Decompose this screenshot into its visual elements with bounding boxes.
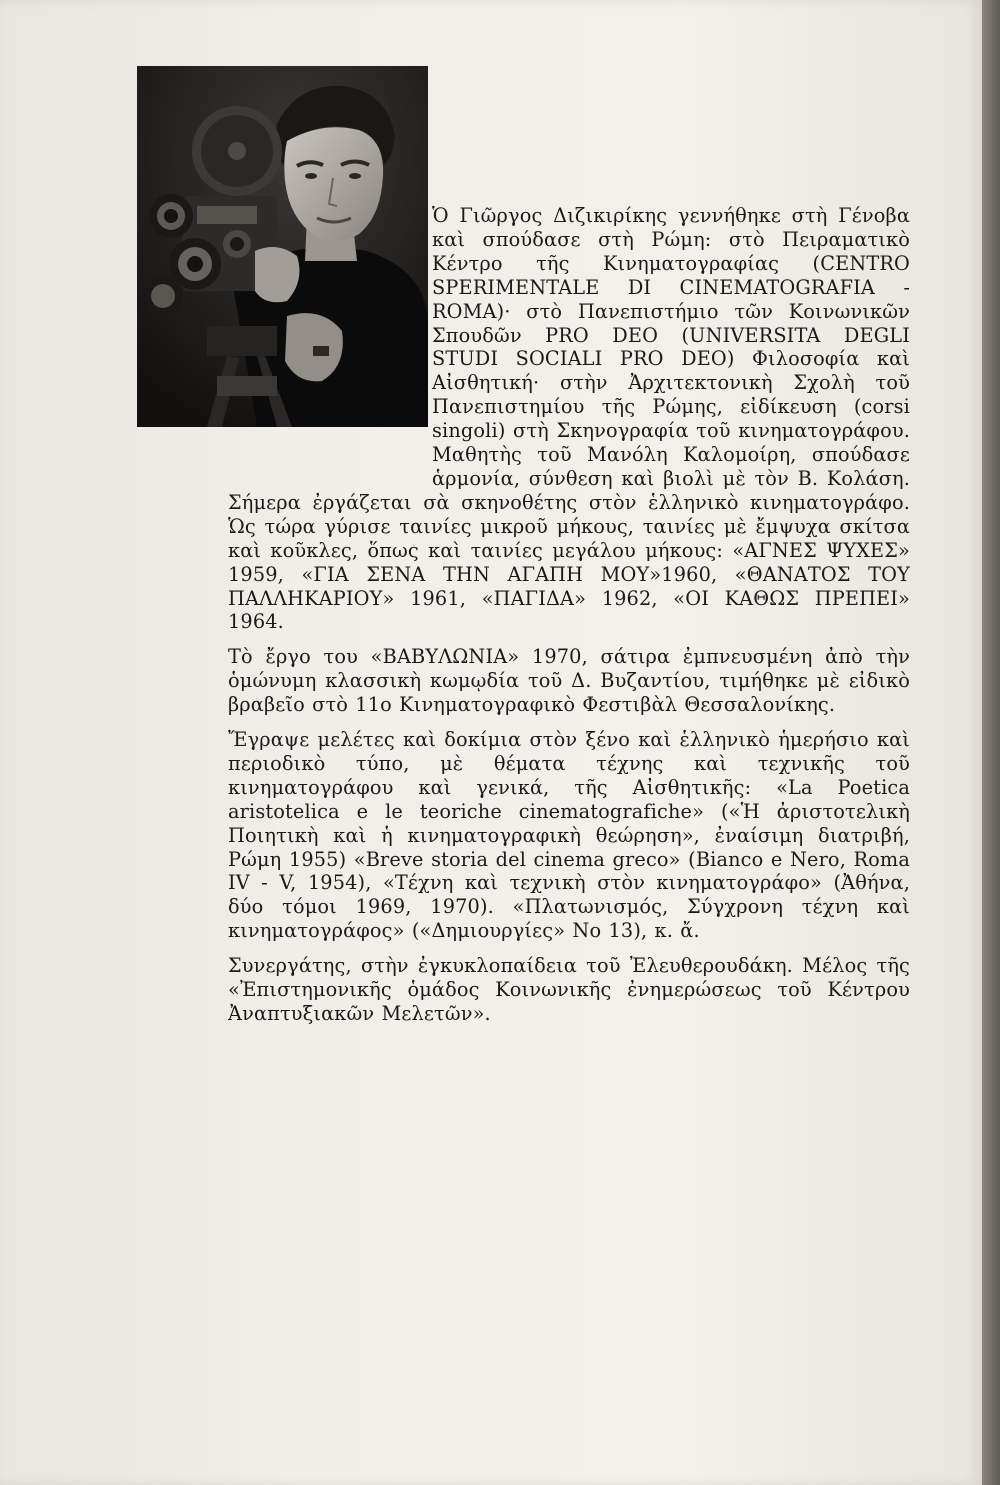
biography-paragraph-1: Ὁ Γιῶργος Διζικιρίκης γεννήθηκε στὴ Γένοβα καὶ σπούδασε στὴ Ρώμη: στὸ Πειραματικὸ Κέντρο τῆς Κινηματογραφίας (CENTRO SPERIMENTALE DI CINEMATOGRAFIA - ROMA)· στὸ Πανεπιστήμιο τῶν Κοινωνικῶν Σπουδῶν PRO DEO (UNIVERSITA DEGLI STUDI SOCIALI PRO DEO) Φιλοσοφία καὶ Αἰσθητική· στὴν Ἀρχιτεκτονικὴ Σχολὴ τοῦ Πανεπιστημίου τῆς Ρώμης, εἰδίκευση (corsi singoli) στὴ Σκηνογραφία τοῦ κινηματογράφου. Μαθητὴς τοῦ Μανόλη Καλομοίρη, σπούδασε ἁρμονία, σύνθεση καὶ βιολὶ μὲ τὸν Β. Κολάση. Σήμερα ἐργάζεται σὰ σκηνοθέτης στὸν ἑλληνικὸ κινηματογράφο. Ὡς τώρα γύρισε ταινίες μικροῦ μήκους, ταινίες μὲ ἔμψυχα σκίτσα καὶ κοῦκλες, ὅπως καὶ ταινίες μεγάλου μήκους: «ΑΓΝΕΣ ΨΥΧΕΣ» 1959, «ΓΙΑ ΣΕΝΑ ΤΗΝ ΑΓΑΠΗ ΜΟΥ»1960, «ΘΑΝΑΤΟΣ ΤΟΥ ΠΑΛΛΗΚΑΡΙΟΥ» 1961, «ΠΑΓΙΔΑ» 1962, «ΟΙ ΚΑΘΩΣ ΠΡΕΠΕΙ» 1964. [228,204,910,634]
paragraph-gap [228,943,910,954]
page-edge-shadow [982,0,1000,1485]
paragraph-gap [228,634,910,645]
photo-wrap-spacer [228,0,432,486]
paragraph-gap [228,717,910,728]
biography-paragraph-4: Συνεργάτης, στὴν ἐγκυκλοπαίδεια τοῦ Ἐλευθερουδάκη. Μέλος τῆς «Ἐπιστημονικῆς ὁμάδος Κοινωνικῆς ἐνημερώσεως τοῦ Κέντρου Ἀναπτυξιακῶν Μελετῶν». [228,954,910,1025]
biography-text-block [228,0,910,1026]
biography-paragraph-3: Ἔγραψε μελέτες καὶ δοκίμια στὸν ξένο καὶ ἑλληνικὸ ἡμερήσιο καὶ περιοδικὸ τύπο, μὲ θέματα τέχνης καὶ τεχνικῆς τοῦ κινηματογράφου καὶ γενικά, τῆς Αἰσθητικῆς: «La Poetica aristotelica e le teoriche cinematografiche» («Ἡ ἀριστοτελικὴ Ποιητικὴ καὶ ἡ κινηματογραφικὴ θεώρηση», ἐναίσιμη διατριβή, Ρώμη 1955) «Breve storia del cinema greco» (Bianco e Nero, Roma IV - V, 1954), «Τέχνη καὶ τεχνικὴ στὸν κινηματογράφο» (Ἀθήνα, δύο τόμοι 1969, 1970). «Πλατωνισμός, Σύγχρονη τέχνη καὶ κινηματογράφος» («Δημιουργίες» No 13), κ. ἄ. [228,728,910,943]
biography-paragraph-2: Τὸ ἔργο του «ΒΑΒΥΛΩΝΙΑ» 1970, σάτιρα ἐμπνευσμένη ἀπὸ τὴν ὁμώνυμη κλασσικὴ κωμῳδία τοῦ Δ. Βυζαντίου, τιμήθηκε μὲ εἰδικὸ βραβεῖο στὸ 11ο Κινηματογραφικὸ Φεστιβὰλ Θεσσαλονίκης. [228,645,910,717]
